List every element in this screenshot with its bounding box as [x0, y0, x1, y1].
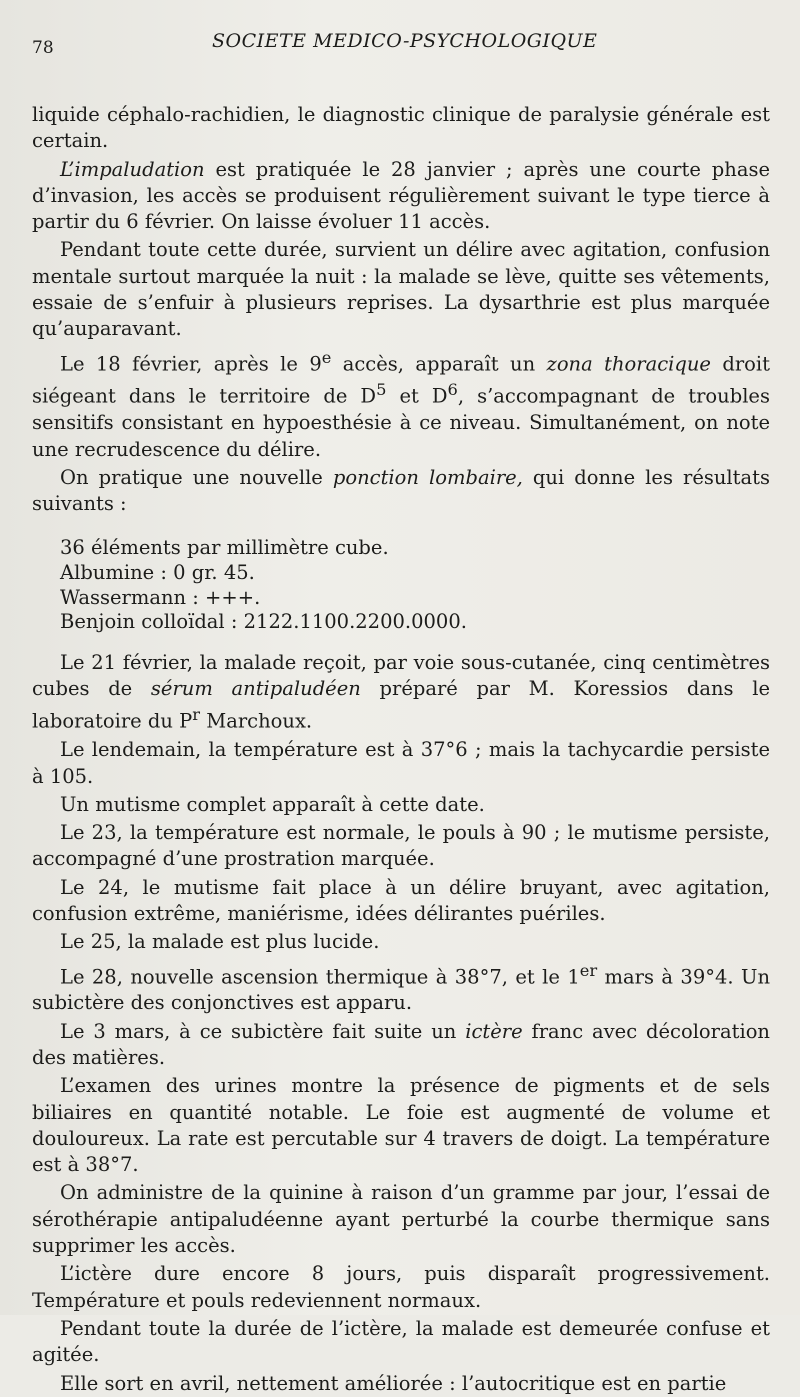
paragraph: Pendant toute cette durée, survient un délire avec agitation, confusion mentale surtout marquée la nuit : la malade se lève, quitte ses vêtements, essaie de s’enfuir à plusieurs reprises. La dysarthrie est plus marquée qu’auparavant.	[32, 238, 770, 341]
italic-term: ictère	[465, 1019, 523, 1043]
result-line: Albumine : 0 gr. 45.	[60, 561, 255, 585]
result-line: Benjoin colloïdal : 2122.1100.2200.0000.	[60, 610, 467, 634]
italic-term: zona thoracique	[546, 352, 711, 376]
paragraph: Le lendemain, la température est à 37°6 ; mais la tachycardie persiste à 105.	[32, 738, 770, 788]
result-line: Wassermann : +++.	[60, 585, 261, 609]
paragraph: liquide céphalo-rachidien, le diagnostic clinique de paralysie générale est certain.	[32, 103, 770, 153]
superscript: 5	[376, 380, 387, 400]
paragraph: Le 28, nouvelle ascension thermique à 38°7, et le 1er mars à 39°4. Un subictère des conjonctives est apparu.	[32, 960, 770, 1015]
paragraph: On pratique une nouvelle ponction lombaire, qui donne les résultats suivants :	[32, 465, 770, 516]
running-title: SOCIETE MEDICO-PSYCHOLOGIQUE	[212, 30, 598, 52]
paragraph: Un mutisme complet apparaît à cette date.	[60, 792, 485, 816]
paragraph: Le 21 février, la malade reçoit, par voie sous-cutanée, cinq centimètres cubes de sérum antipaludéen préparé par M. Koressios dans le laboratoire du $P^r$ Marchoux.	[32, 650, 770, 733]
paragraph: Pendant toute la durée de l’ictère, la malade est demeurée confuse et agitée.	[32, 1316, 770, 1367]
paragraph: Le 24, le mutisme fait place à un délire bruyant, avec agitation, confusion extrême, maniérisme, idées délirantes puériles.	[32, 875, 770, 925]
superscript: 6	[447, 380, 458, 400]
paragraph: L’ictère dure encore 8 jours, puis disparaît progressivement. Température et pouls redeviennent normaux.	[32, 1262, 770, 1312]
result-line: 36 éléments par millimètre cube.	[60, 536, 389, 560]
lab-results	[60, 536, 770, 634]
paragraph: Elle sort en avril, nettement améliorée : l’autocritique est en partie	[60, 1371, 727, 1395]
italic-term: ponction lombaire,	[332, 465, 523, 489]
italic-term: L’impaludation	[60, 157, 205, 181]
page-number: 78	[32, 38, 54, 58]
superscript: r	[192, 705, 201, 725]
paragraph: L’examen des urines montre la présence de pigments et de sels biliaires en quantité notable. Le foie est augmenté de volume et douloureux. La rate est percutable sur 4 travers de doigt. La température est à 38°7.	[32, 1074, 770, 1177]
page-body	[32, 102, 770, 1397]
paragraph: Le 25, la malade est plus lucide.	[60, 930, 380, 954]
italic-term: sérum antipaludéen	[150, 677, 361, 701]
paragraph: On administre de la quinine à raison d’un gramme par jour, l’essai de sérothérapie antipaludéenne ayant perturbé la courbe thermique sans supprimer les accès.	[32, 1181, 770, 1258]
superscript: er	[579, 960, 598, 980]
paragraph: Le 18 février, après le 9e accès, apparaît un zona thoracique droit siégeant dans le territoire de $D^5$ et $D^6$, s’accompagnant de troubles sensitifs consistant en hypoesthésie à ce niveau. Simultanément, on note une recrudescence du délire.	[32, 347, 770, 461]
page-header	[32, 28, 770, 56]
paragraph: Le 3 mars, à ce subictère fait suite un ictère franc avec décoloration des matières.	[32, 1019, 770, 1069]
paragraph: L’impaludation est pratiquée le 28 janvier ; après une courte phase d’invasion, les accès se produisent régulièrement suivant le type tierce à partir du 6 février. On laisse évoluer 11 accès.	[32, 157, 770, 234]
superscript: e	[321, 347, 332, 367]
paragraph: Le 23, la température est normale, le pouls à 90 ; le mutisme persiste, accompagné d’une prostration marquée.	[32, 821, 770, 871]
